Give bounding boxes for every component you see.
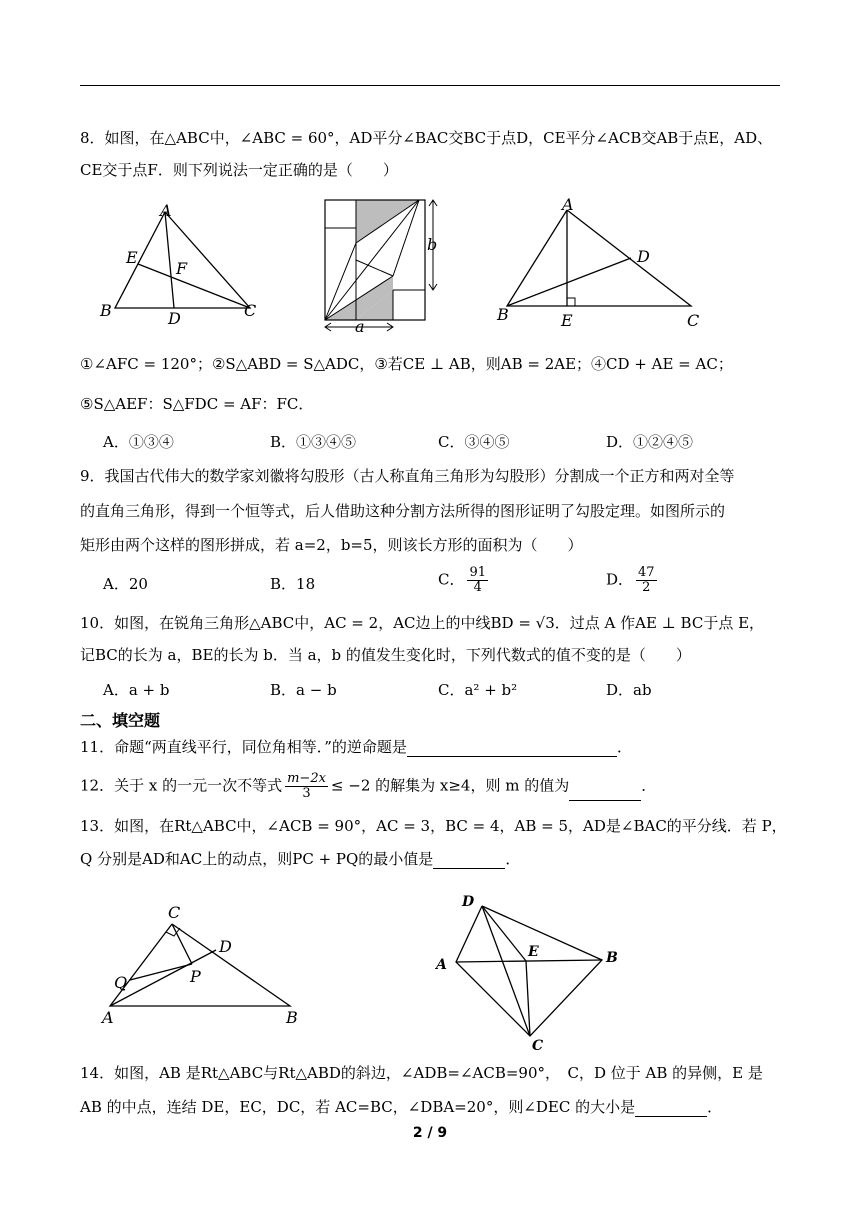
q12-post: ≤ −2 的解集为 x≥4，则 m 的值为 [330, 776, 570, 795]
fig10-label-d: D [637, 247, 650, 266]
fig10-triangle [495, 196, 715, 336]
q11-answer-blank[interactable] [407, 740, 617, 757]
q14-line1: 14．如图，AB 是Rt△ABC与Rt△ABD的斜边，∠ADB=∠ACB=90°， C，D 位于 AB 的异侧，E 是 [80, 1064, 763, 1082]
q12-pre: 12．关于 x 的一元一次不等式 [80, 776, 283, 795]
fig14-label-e: E [528, 944, 539, 960]
q10-option-d[interactable]: D．ab [606, 681, 652, 699]
page-number: 2 / 9 [412, 1125, 448, 1141]
fig13-label-d: D [219, 937, 232, 956]
fig14-label-c: C [532, 1038, 544, 1054]
q14-answer-blank[interactable] [635, 1100, 707, 1117]
fig13-label-a: A [102, 1008, 114, 1027]
q9-option-d[interactable] [606, 566, 660, 595]
q8-line2: CE交于点F．则下列说法一定正确的是（ ） [80, 161, 398, 179]
q8-statements-2: ⑤S△AEF：S△FDC = AF：FC． [80, 395, 314, 413]
q9-option-a[interactable]: A．20 [103, 575, 148, 593]
q13-line2 [80, 849, 520, 869]
fig8-label-f: F [176, 259, 188, 278]
q9-option-d-den: 2 [642, 580, 651, 595]
q9-option-d-label: D． [606, 570, 634, 589]
q14-line2 [80, 1097, 722, 1117]
fig14-label-a: A [436, 957, 447, 973]
q9-option-d-fraction [636, 566, 657, 595]
q13-answer-blank[interactable] [433, 852, 505, 869]
q11-end: ． [616, 738, 632, 756]
q8-option-a[interactable]: A．①③④ [103, 433, 174, 451]
fig13-label-p: P [190, 967, 201, 986]
fig8-triangle [100, 198, 270, 328]
q12-fraction [285, 772, 328, 801]
q14-line2-text: AB 的中点，连结 DE，EC，DC，若 AC=BC，∠DBA=20°，则∠DEC 的大小是 [80, 1098, 636, 1116]
q8-option-d[interactable]: D．①②④⑤ [606, 433, 694, 451]
fig9-label-a: a [355, 317, 365, 336]
fig10-label-a: A [562, 195, 574, 214]
fig8-label-b: B [100, 301, 112, 320]
q10-line1: 10．如图，在锐角三角形△ABC中，AC = 2，AC边上的中线BD = √3．过点 A 作AE ⊥ BC于点 E， [80, 614, 765, 632]
q10-option-a[interactable]: A．a + b [103, 681, 170, 699]
fig9-label-b: b [427, 235, 438, 254]
fig8-label-c: C [244, 301, 257, 320]
q9-option-c-label: C． [438, 570, 465, 589]
q10-option-c[interactable]: C．a² + b² [438, 681, 518, 699]
fig13-triangle [100, 902, 310, 1032]
q9-option-c-fraction [467, 566, 488, 595]
fig13-label-c: C [168, 903, 181, 922]
q8-statements-1: ①∠AFC = 120°；②S△ABD = S△ADC，③若CE ⊥ AB，则AB = 2AE；④CD + AE = AC； [80, 355, 733, 373]
fig10-label-e: E [561, 311, 573, 330]
q12-answer-blank[interactable] [569, 784, 641, 801]
q9-line1: 9．我国古代伟大的数学家刘徽将勾股形（古人称直角三角形为勾股形）分割成一个正方和两对全等 [80, 467, 735, 485]
fig9-rectangle [323, 198, 453, 338]
fig8-label-e: E [126, 248, 138, 267]
q13-end: ． [505, 850, 521, 868]
q14-end: ． [707, 1098, 723, 1116]
q9-line3: 矩形由两个这样的图形拼成，若 a=2，b=5，则该长方形的面积为（ ） [80, 536, 583, 554]
fig14-label-d: D [462, 894, 475, 910]
q8-option-b[interactable]: B．①③④⑤ [270, 433, 357, 451]
q10-line2: 记BC的长为 a，BE的长为 b．当 a，b 的值发生变化时，下列代数式的值不变的是（ ） [80, 646, 691, 664]
q13-line2-text: Q 分别是AD和AC上的动点，则PC + PQ的最小值是 [80, 850, 434, 868]
q10-option-b[interactable]: B．a − b [270, 681, 337, 699]
q9-option-d-num: 47 [638, 565, 655, 580]
fig13-label-b: B [286, 1008, 298, 1027]
q9-line2: 的直角三角形，得到一个恒等式，后人借助这种分割方法所得的图形证明了勾股定理。如图所示的 [80, 502, 726, 520]
q11-text: 11．命题“两直线平行，同位角相等．”的逆命题是 [80, 738, 407, 756]
fig14-quadrilateral [430, 888, 630, 1053]
q12-frac-num: m−2x [287, 771, 326, 786]
fig10-label-c: C [687, 311, 700, 330]
q9-option-c[interactable] [438, 566, 491, 595]
q12-frac-den: 3 [302, 786, 311, 801]
fig14-label-b: B [606, 950, 618, 966]
fig8-label-d: D [168, 309, 181, 328]
header-rule [80, 85, 780, 86]
q9-option-c-num: 91 [469, 565, 487, 580]
q9-option-c-den: 4 [473, 580, 482, 595]
q8-line1: 8．如图，在△ABC中，∠ABC = 60°，AD平分∠BAC交BC于点D，CE平分∠ACB交AB于点E，AD、 [80, 129, 773, 147]
fig8-label-a: A [160, 201, 172, 220]
fig13-label-q: Q [114, 973, 128, 992]
q11 [80, 737, 632, 757]
q12 [80, 772, 656, 801]
fig10-label-b: B [497, 305, 509, 324]
q8-option-c[interactable]: C．③④⑤ [438, 433, 510, 451]
q12-end: ． [641, 776, 657, 795]
q9-option-b[interactable]: B．18 [270, 575, 316, 593]
q13-line1: 13．如图，在Rt△ABC中，∠ACB = 90°，AC = 3，BC = 4，AB = 5，AD是∠BAC的平分线．若 P， [80, 817, 787, 835]
section-fill-in-title: 二、填空题 [80, 711, 161, 730]
